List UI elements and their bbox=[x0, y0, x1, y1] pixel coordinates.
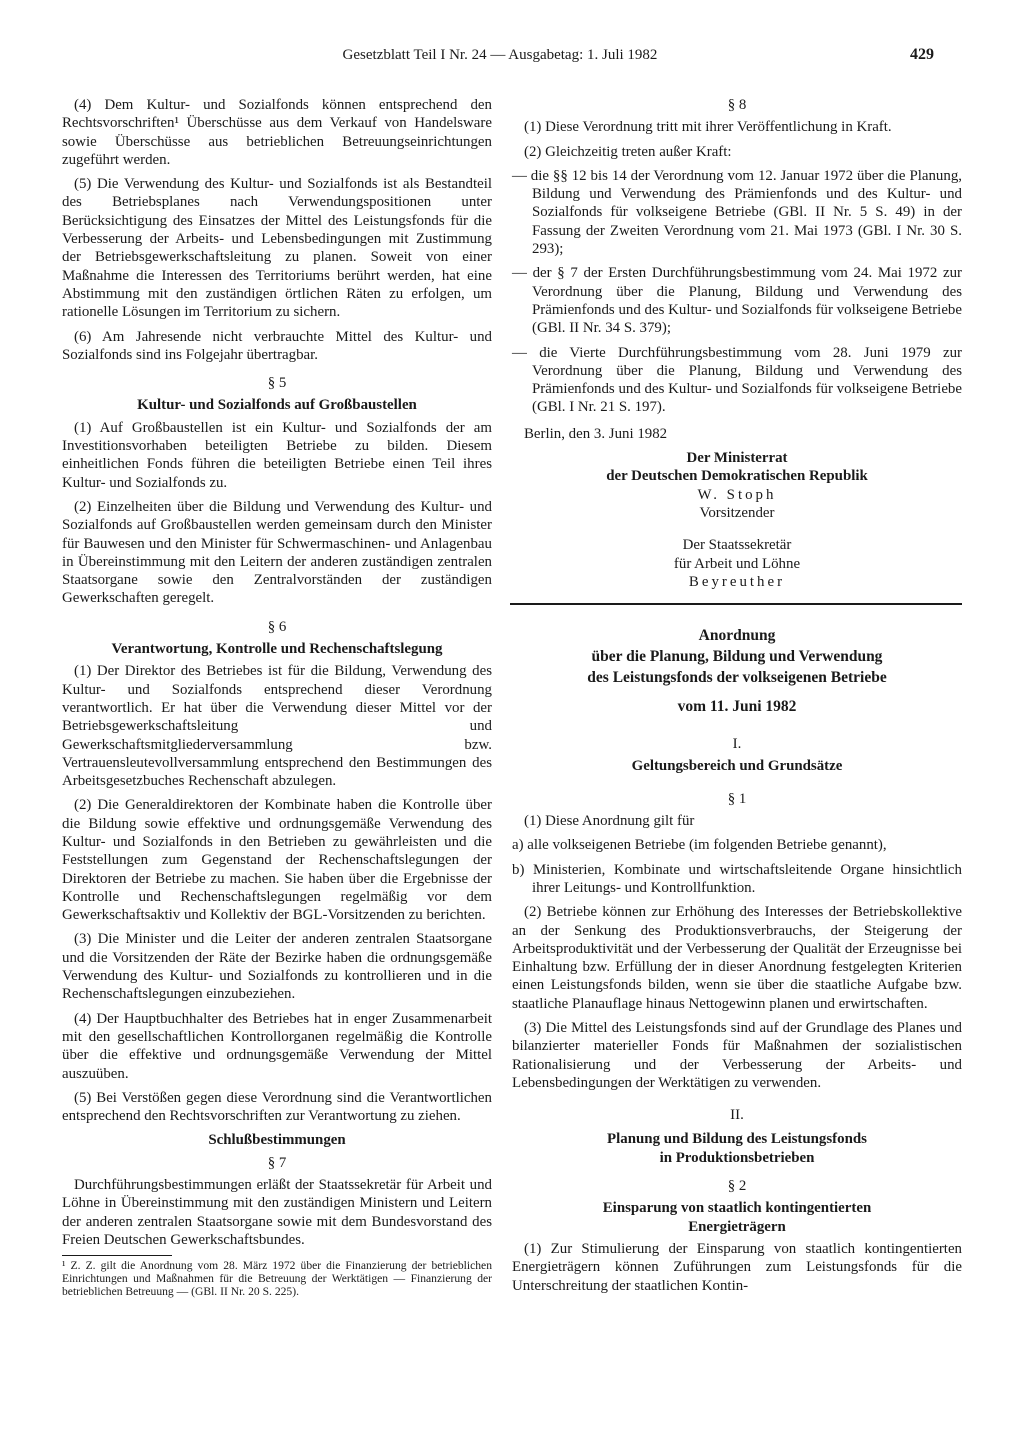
part-title: in Produktionsbetrieben bbox=[659, 1149, 815, 1166]
section-number: § 8 bbox=[727, 97, 747, 113]
list-item: — die §§ 12 bis 14 der Verordnung vom 12. Januar 1972 über die Planung, Bildung und Verwendung des Prämienfonds und des Kultur- und Sozialfonds für volkseigene Betriebe (GBl. II Nr. 5 S. 49) in der Fassung der Zweiten Verordnung vom 21. Mai 1973 (GBl. I Nr. 30 S. 293); bbox=[512, 167, 962, 258]
paragraph: Durchführungsbestimmungen erläßt der Staatssekretär für Arbeit und Löhne in Übereinstimmung mit den zuständigen Ministern und Leitern der anderen zentralen Staatsorgane sowie mit dem Bundesvorstand des Freien Deutschen Gewerkschaftsbundes. bbox=[62, 1177, 492, 1248]
paragraph: (1) Diese Anordnung gilt für bbox=[524, 813, 695, 830]
list-item: — der § 7 der Ersten Durchführungsbestimmung vom 24. Mai 1972 zur Verordnung über die Planung, Bildung und Verwendung des Prämienfonds und des Kultur- und Sozialfonds für volkseigene Betriebe (GBl. II Nr. 34 S. 379); bbox=[512, 265, 962, 337]
section-title: Einsparung von staatlich kontingentierten bbox=[602, 1200, 872, 1217]
paragraph: (2) Gleichzeitig treten außer Kraft: bbox=[524, 143, 732, 160]
footnote: ¹ Z. Z. gilt die Anordnung vom 28. März 1972 über die Finanzierung der betrieblichen Einrichtungen und Maßnahmen für die Betreuung der Werktätigen — Finanzierung der betrieblichen Betreuung — (GBl. II Nr. 20 S. 225). bbox=[62, 1259, 492, 1298]
running-header: Gesetzblatt Teil I Nr. 24 — Ausgabetag: 1. Juli 1982 bbox=[342, 47, 658, 63]
section-title: Energieträgern bbox=[688, 1218, 786, 1235]
list-item: a) alle volkseigenen Betriebe (im folgenden Betriebe genannt), bbox=[512, 837, 887, 854]
list-item: b) Ministerien, Kombinate und wirtschaftsleitende Organe hinsichtlich ihrer Leitungs- und Kontrollfunktion. bbox=[512, 861, 962, 896]
section-number: § 7 bbox=[267, 1154, 287, 1171]
part-number: I. bbox=[732, 736, 742, 753]
section-number: § 1 bbox=[727, 790, 747, 807]
paragraph: (6) Am Jahresende nicht verbrauchte Mittel des Kultur- und Sozialfonds sind ins Folgejahr übertragbar. bbox=[62, 328, 492, 363]
list-item: — die Vierte Durchführungsbestimmung vom 28. Juni 1979 zur Verordnung über die Planung, Bildung und Verwendung des Prämienfonds und des Kultur- und Sozialfonds für volkseigene Betriebe (GBl. I Nr. 21 S. 197). bbox=[512, 344, 962, 416]
signer-name: Beyreuther bbox=[688, 573, 786, 590]
part-number: II. bbox=[730, 1107, 744, 1124]
footnote-rule bbox=[62, 1255, 172, 1256]
part-title: Planung und Bildung des Leistungsfonds bbox=[607, 1131, 867, 1148]
paragraph: (5) Bei Verstößen gegen diese Verordnung sind die Verantwortlichen entsprechend den Rechtsvorschriften zur Verantwortung zu ziehen. bbox=[62, 1089, 492, 1125]
right-column bbox=[512, 96, 962, 1301]
section-number: § 6 bbox=[267, 618, 287, 635]
paragraph: (1) Zur Stimulierung der Einsparung von staatlich kontingentierten Energieträgern können Zuführungen zum Leistungsfonds für die Unterschreitung der staatlichen Kontin- bbox=[512, 1240, 962, 1294]
signer-role: Vorsitzender bbox=[699, 504, 775, 521]
section-number: § 2 bbox=[727, 1178, 747, 1195]
paragraph: (1) Der Direktor des Betriebes ist für die Bildung, Verwendung des Kultur- und Sozialfonds entsprechend dieser Verordnung verantwortlich. Er hat über die Verwendung dieser Mittel vor der Betriebsgewerkschaftsleitung und Gewerkschaftsmitgliederversammlung bzw. Vertrauensleutevollversammlung entsprechend den Bestimmungen des Arbeitsgesetzbuches Rechenschaft abzulegen. bbox=[62, 663, 492, 790]
paragraph: (4) Dem Kultur- und Sozialfonds können entsprechend den Rechtsvorschriften¹ Überschüsse aus dem Verkauf von Handelsware sowie Überschüsse aus betrieblichen Betreuungseinrichtungen zugeführt werden. bbox=[62, 97, 492, 168]
section-title: Schlußbestimmungen bbox=[208, 1132, 346, 1149]
paragraph: (2) Einzelheiten über die Bildung und Verwendung des Kultur- und Sozialfonds auf Großbaustellen werden gemeinsam durch den Minister für Bauwesen und den Minister für Schwermaschinen- und Anlagenbau in Übereinstimmung mit den Leitern der anderen zuständigen zentralen Staatsorgane sowie den Zentralvorständen der zuständigen Gewerkschaften geregelt. bbox=[62, 498, 492, 607]
signature-council: Der Ministerrat bbox=[686, 450, 788, 467]
paragraph: (1) Diese Verordnung tritt mit ihrer Veröffentlichung in Kraft. bbox=[524, 119, 892, 136]
signature-council: der Deutschen Demokratischen Republik bbox=[606, 468, 868, 485]
paragraph: (5) Die Verwendung des Kultur- und Sozialfonds ist als Bestandteil des Betriebsplanes nach Verwendungspositionen unter Berücksichtigung des Einsatzes der Mittel des Leistungsfonds für die Verbesserung der Arbeits- und Lebensbedingungen mit Zustimmung der Betriebsgewerkschaftsleitung zu planen. Soweit von einer Maßnahme die Interessen des Territoriums berührt werden, hat eine Abstimmung mit den zuständigen örtlichen Räten zu erfolgen, um rationelle Lösungen im Territorium zu sichern. bbox=[62, 176, 492, 321]
page-number: 429 bbox=[910, 46, 934, 63]
part-title: Geltungsbereich und Grundsätze bbox=[631, 758, 843, 775]
decree-title: Anordnung bbox=[698, 627, 776, 645]
paragraph: (3) Die Minister und die Leiter der anderen zentralen Staatsorgane und die Vorsitzenden der Räte der Bezirke haben die ordnungsgemäße Verwendung des Kultur- und Sozialfonds zu kontrollieren und in die Rechenschaftslegungen einzubeziehen. bbox=[62, 931, 492, 1003]
decree-title: des Leistungsfonds der volkseigenen Betriebe bbox=[587, 669, 887, 687]
paragraph: (2) Die Generaldirektoren der Kombinate haben die Kontrolle über die Bildung sowie effektive und ordnungsgemäße Verwendung des Kultur- und Sozialfonds in den Betrieben zu gewährleisten und die Feststellungen zum Gegenstand der Rechenschaftslegungen der Direktoren der Betriebe zu machen. Sie haben über die Ergebnisse der Kontrolle und Rechenschaftslegungen regelmäßig vor dem Gewerkschaftsaktiv und Kollektiv der BGL-Vorsitzenden zu berichten. bbox=[62, 797, 492, 924]
signer-title: Der Staatssekretär bbox=[682, 537, 792, 554]
signer-name: W. Stoph bbox=[697, 486, 777, 503]
decree-title: über die Planung, Bildung und Verwendung bbox=[591, 648, 883, 666]
section-number: § 5 bbox=[267, 375, 287, 392]
section-title: Kultur- und Sozialfonds auf Großbaustellen bbox=[137, 397, 417, 414]
paragraph: (1) Auf Großbaustellen ist ein Kultur- und Sozialfonds der am Investitionsvorhaben beteiligten Betriebe zu bilden. Diesem einheitlichen Fonds führen die beteiligten Betriebe einen Teil ihres Kultur- und Sozialfonds zu. bbox=[62, 419, 492, 491]
paragraph: (2) Betriebe können zur Erhöhung des Interesses der Betriebskollektive an der Senkung des Produktionsverbrauchs, der Steigerung der Arbeitsproduktivität und der Verbesserung der Qualität der Erzeugnisse bei Einhaltung bzw. Erfüllung der in dieser Anordnung festgelegten Kriterien einen Leistungsfonds bilden, wenn sie über die staatliche Aufgabe bzw. staatliche Planauflage hinaus Nettogewinn planen und erwirtschaften. bbox=[512, 904, 962, 1012]
section-title: Verantwortung, Kontrolle und Rechenschaftslegung bbox=[111, 641, 443, 658]
paragraph: (3) Die Mittel des Leistungsfonds sind auf der Grundlage des Planes und bilanzierter materieller Fonds für Maßnahmen der sozialistischen Rationalisierung und der Verbesserung der Arbeits- und Lebensbedingungen der Werktätigen zu verwenden. bbox=[512, 1019, 962, 1091]
place-date: Berlin, den 3. Juni 1982 bbox=[524, 425, 668, 442]
left-column bbox=[62, 96, 492, 1305]
signer-title: für Arbeit und Löhne bbox=[673, 555, 801, 572]
decree-date: vom 11. Juni 1982 bbox=[677, 698, 797, 716]
section-divider bbox=[510, 603, 962, 605]
paragraph: (4) Der Hauptbuchhalter des Betriebes hat in enger Zusammenarbeit mit den gesellschaftlichen Kontrollorganen regelmäßig die Kontrolle über die effektive und ordnungsgemäße Verwendung der Mittel auszuüben. bbox=[62, 1010, 492, 1082]
